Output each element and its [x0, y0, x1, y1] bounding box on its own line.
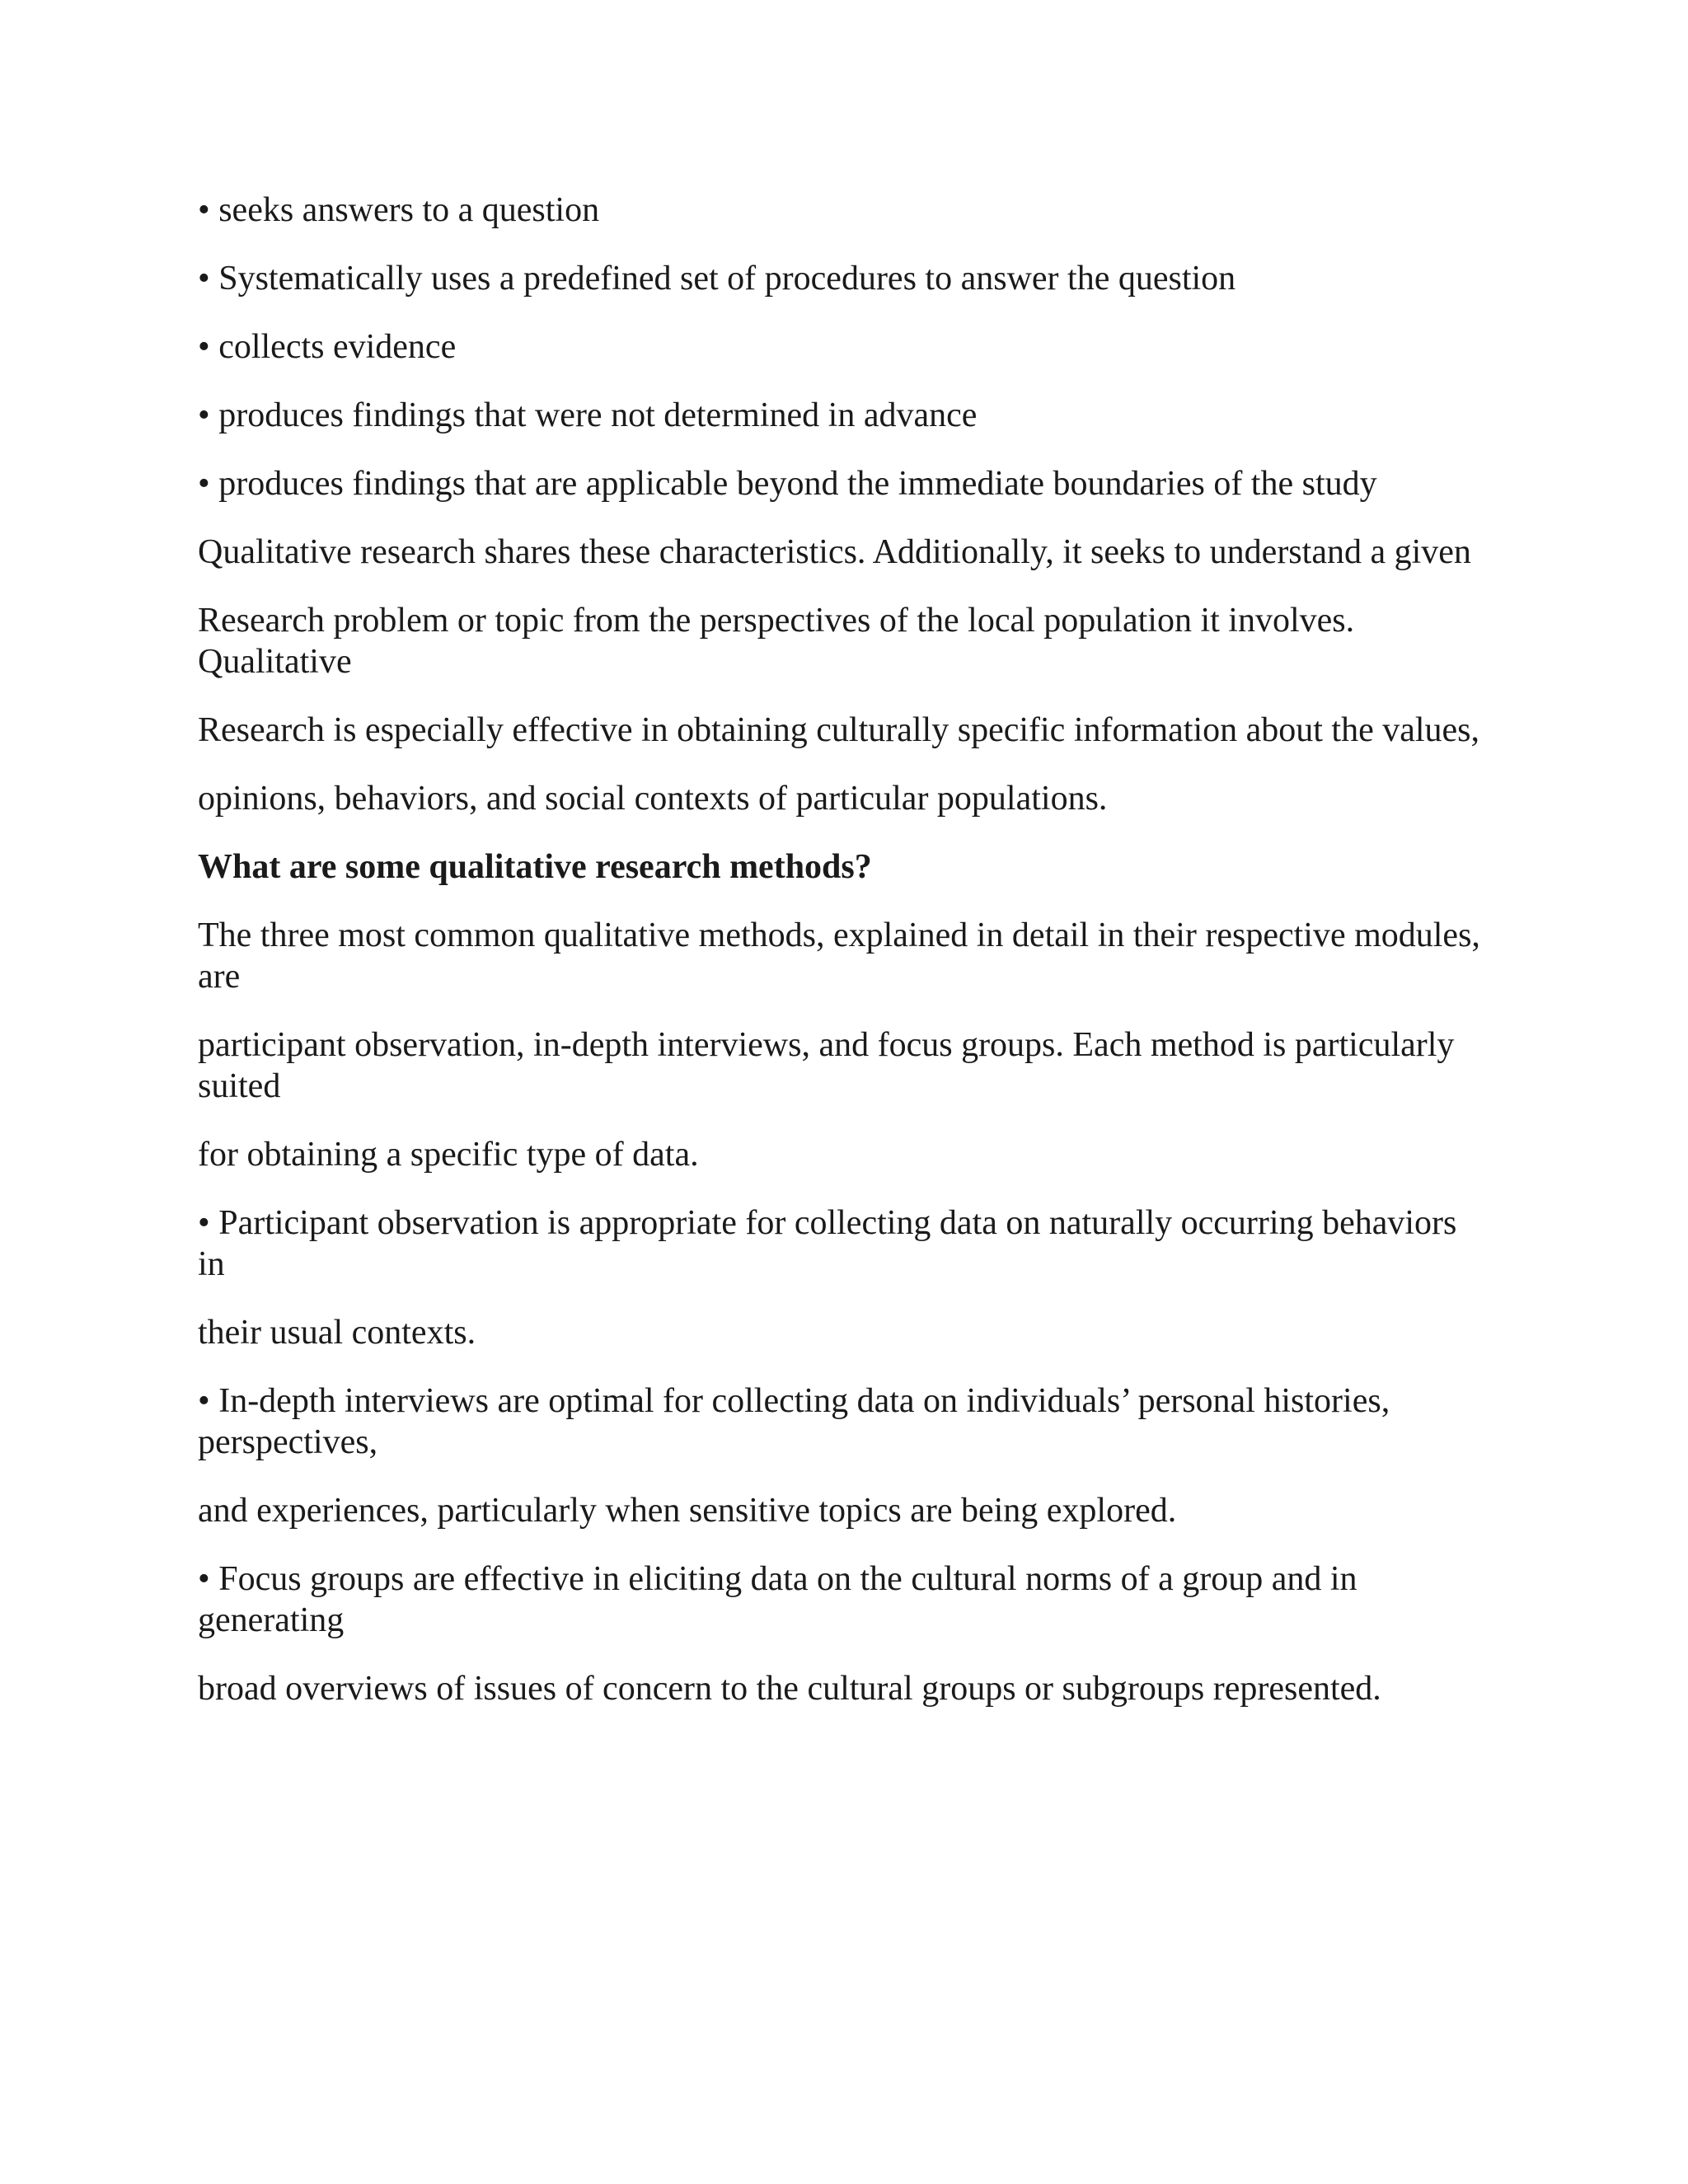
bullet-participant-observation: • Participant observation is appropriate for collecting data on naturally occurring behaviors in: [198, 1204, 1457, 1283]
paragraph-specific-data: for obtaining a specific type of data.: [198, 1136, 699, 1174]
paragraph-opinions-behaviors: opinions, behaviors, and social contexts of particular populations.: [198, 780, 1108, 818]
bullet-collects-evidence: • collects evidence: [198, 328, 457, 366]
paragraph-experiences: and experiences, particularly when sensitive topics are being explored.: [198, 1492, 1177, 1530]
bullet-seeks-answers: • seeks answers to a question: [198, 191, 600, 229]
bullet-findings-applicable: • produces findings that are applicable beyond the immediate boundaries of the study: [198, 465, 1377, 503]
paragraph-research-problem: Research problem or topic from the perspectives of the local population it involves. Qualitative: [198, 602, 1355, 681]
paragraph-broad-overviews: broad overviews of issues of concern to the cultural groups or subgroups represented.: [198, 1670, 1381, 1708]
paragraph-qualitative-shares: Qualitative research shares these characteristics. Additionally, it seeks to understand a given: [198, 533, 1471, 571]
bullet-focus-groups: • Focus groups are effective in eliciting data on the cultural norms of a group and in generating: [198, 1560, 1357, 1639]
document-page: [198, 190, 1484, 1736]
bullet-findings-not-determined: • produces findings that were not determined in advance: [198, 396, 978, 434]
paragraph-usual-contexts: their usual contexts.: [198, 1314, 476, 1352]
bullet-predefined-procedures: • Systematically uses a predefined set of procedures to answer the question: [198, 260, 1236, 298]
paragraph-participant-interviews-focus: participant observation, in-depth interviews, and focus groups. Each method is particularly suited: [198, 1026, 1455, 1105]
paragraph-research-effective: Research is especially effective in obtaining culturally specific information about the values,: [198, 711, 1480, 749]
paragraph-three-methods: The three most common qualitative methods, explained in detail in their respective modules, are: [198, 916, 1480, 996]
section-heading-methods: What are some qualitative research methods?: [198, 848, 872, 886]
bullet-in-depth-interviews: • In-depth interviews are optimal for collecting data on individuals’ personal histories, perspectives,: [198, 1382, 1390, 1461]
